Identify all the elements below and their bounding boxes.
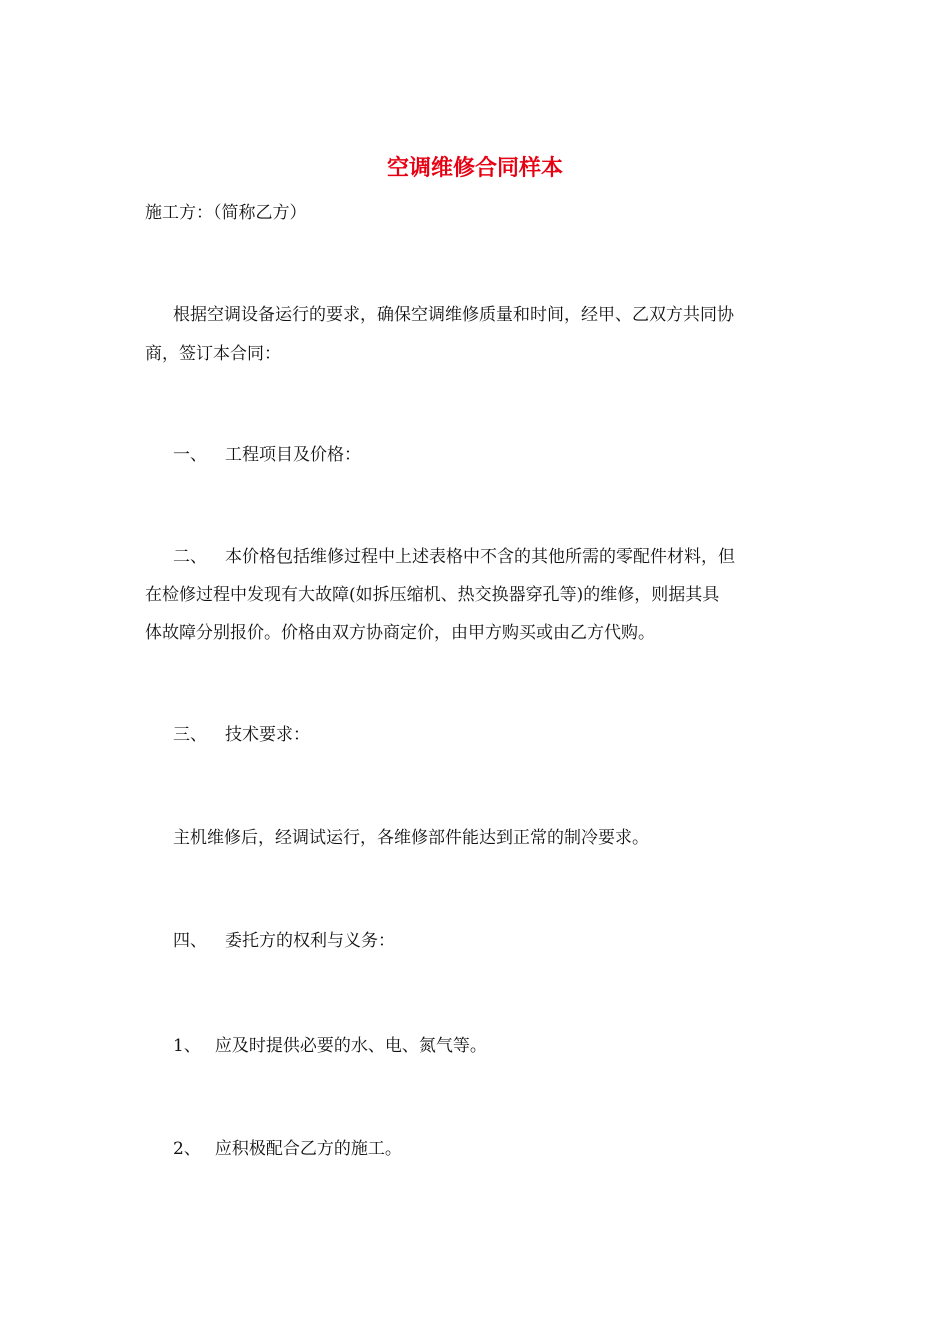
item-2-number: 2、 bbox=[173, 1139, 201, 1159]
section-2-line-2: 在检修过程中发现有大故障(如拆压缩机、热交换器穿孔等)的维修，则据其具 bbox=[145, 585, 720, 605]
section-3-heading bbox=[173, 719, 853, 751]
section-4-text: 委托方的权利与义务： bbox=[225, 931, 395, 951]
section-1-number: 一、 bbox=[173, 445, 207, 465]
section-2-line-3: 体故障分别报价。价格由双方协商定价，由甲方购买或由乙方代购。 bbox=[145, 623, 655, 643]
section-2-line-1 bbox=[173, 541, 853, 573]
item-1 bbox=[173, 1030, 853, 1062]
item-2 bbox=[173, 1133, 853, 1165]
item-2-text: 应积极配合乙方的施工。 bbox=[214, 1139, 402, 1159]
party-line: 施工方：（简称乙方） bbox=[145, 203, 307, 223]
section-1-text: 工程项目及价格： bbox=[225, 445, 361, 465]
intro-line-1: 根据空调设备运行的要求，确保空调维修质量和时间，经甲、乙双方共同协 bbox=[173, 305, 734, 325]
section-3-text: 技术要求： bbox=[225, 725, 310, 745]
intro-line-2: 商，签订本合同： bbox=[145, 344, 281, 364]
item-1-text: 应及时提供必要的水、电、氮气等。 bbox=[214, 1036, 487, 1056]
section-4-heading bbox=[173, 925, 853, 957]
tech-requirement: 主机维修后，经调试运行，各维修部件能达到正常的制冷要求。 bbox=[173, 828, 649, 848]
item-1-number: 1、 bbox=[173, 1036, 201, 1056]
section-3-number: 三、 bbox=[173, 725, 207, 745]
document-title: 空调维修合同样本 bbox=[386, 155, 563, 181]
section-2-text-1: 本价格包括维修过程中上述表格中不含的其他所需的零配件材料，但 bbox=[225, 547, 735, 567]
section-1-heading bbox=[173, 439, 853, 471]
section-2-number: 二、 bbox=[173, 547, 207, 567]
section-4-number: 四、 bbox=[173, 931, 207, 951]
